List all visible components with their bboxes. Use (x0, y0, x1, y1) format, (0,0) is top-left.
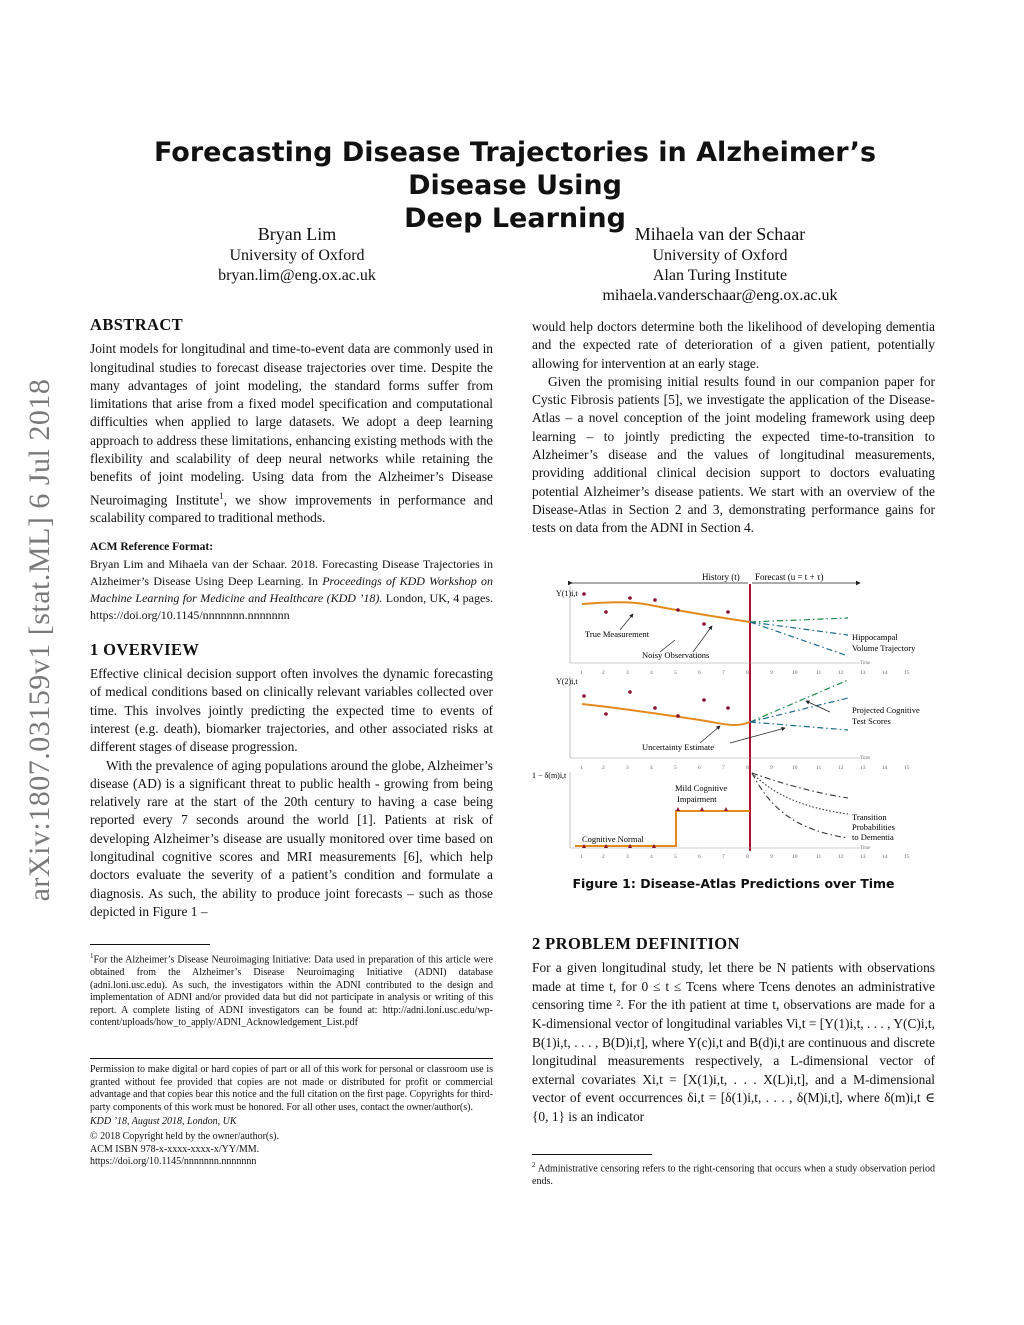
svg-text:6: 6 (698, 854, 701, 860)
svg-text:4: 4 (650, 854, 653, 860)
svg-text:8: 8 (746, 854, 749, 860)
problem-heading: 2 PROBLEM DEFINITION (532, 934, 740, 953)
svg-text:13: 13 (860, 854, 866, 860)
svg-text:5: 5 (674, 765, 677, 771)
author-name: Mihaela van der Schaar (634, 224, 806, 244)
figure-1-svg (530, 568, 940, 868)
panel2-ylabel: Y(2)i,t (556, 677, 578, 686)
figure-caption: Figure 1: Disease-Atlas Predictions over Time (572, 876, 895, 891)
author-email: bryan.lim@eng.ox.ac.uk (218, 267, 376, 284)
svg-text:8: 8 (746, 765, 749, 771)
svg-text:5: 5 (674, 854, 677, 860)
footnote-rule-1 (90, 944, 493, 945)
figure-1 (530, 568, 940, 868)
problem-text: For a given longitudinal study, let there be N patients with observations made at time t, for 0 ≤ t ≤ Tcens where Tcens denotes an administrative censoring time ². For the ith patient at time t, observations are made for a K-dimensional vector of longitudinal variables Vi,t = [Y(1)i,t, . . . , Y(C)i,t, B(1)i,t, . . . , B(D)i,t], where Y(c)i,t and B(d)i,t are continuous and discrete longitudinal measurements respectively, a L-dimensional vector of external covariates Xi,t = [X(1)i,t, . . . X(L)i,t], and a M-dimensional vector of event occurrences δi,t = [δ(1)i,t, . . . , δ(M)i,t], where δ(m)i,t ∈ {0, 1} is an indicator (532, 960, 935, 1125)
svg-text:2: 2 (602, 670, 605, 676)
author-affiliation: University of Oxford (652, 247, 788, 264)
hippocampal-label-2: Volume Trajectory (852, 643, 916, 653)
svg-text:2: 2 (602, 854, 605, 860)
svg-text:9: 9 (770, 854, 773, 860)
svg-text:10: 10 (792, 765, 798, 771)
noisy-observations-label: Noisy Observations (642, 650, 710, 660)
svg-text:13: 13 (860, 765, 866, 771)
acm-reference: ACM Reference Format: Bryan Lim and Mihaela van der Schaar. 2018. Forecasting Disease Trajectories in Alzheimer’s Disease Using Deep Learning. In Proceedings of KDD Workshop on Machine Learning for Medicine and Healthcare (KDD ’18). London, UK, 4 pages. https://doi.org/10.1145/nnnnnnn.nnnnnnn (90, 540, 494, 622)
svg-text:1: 1 (580, 765, 583, 771)
svg-text:11: 11 (816, 854, 822, 860)
copyright: © 2018 Copyright held by the owner/author(s). (90, 1130, 279, 1142)
permission-rule (90, 1058, 493, 1059)
uncertainty-label: Uncertainty Estimate (642, 742, 714, 752)
arxiv-id: arXiv:1807.03159v1 [stat.ML] 6 Jul 2018 (23, 378, 56, 902)
author-affiliation: University of Oxford (229, 247, 365, 264)
author-block-2 (570, 222, 870, 306)
panel3-ylabel: 1 − δ(m)i,t (532, 771, 567, 780)
doi: https://doi.org/10.1145/nnnnnnn.nnnnnnn (90, 1156, 257, 1168)
svg-text:15: 15 (904, 670, 910, 676)
svg-text:12: 12 (838, 854, 844, 860)
abstract-heading: ABSTRACT (90, 315, 184, 334)
paper-title (90, 136, 940, 235)
svg-text:14: 14 (882, 854, 888, 860)
svg-text:7: 7 (722, 670, 725, 676)
svg-text:13: 13 (860, 670, 866, 676)
transition-label-1: Transition (852, 812, 887, 822)
title-line-1: Forecasting Disease Trajectories in Alzheimer’s Disease Using (153, 137, 877, 201)
history-label: History (t) (702, 572, 740, 582)
svg-text:15: 15 (904, 765, 910, 771)
author-block-1 (162, 222, 432, 286)
svg-text:1: 1 (580, 854, 583, 860)
svg-text:3: 3 (626, 765, 629, 771)
svg-text:12: 12 (838, 765, 844, 771)
problem-section (532, 935, 935, 1127)
footnote-1: $^1$For the Alzheimer’s Disease Neuroimaging Initiative: Data used in preparation of this article were obtained from the Alzheimer’s Disease Neuroimaging Initiative (ADNI) database (adni.loni.usc.edu). As such, the investigators within the ADNI contributed to the design and implementation of ADNI and/or provided data but did not participate in analysis or writing of this report. A complete listing of ADNI investigators can be found at: http://adni.loni.usc.edu/wp-content/uploads/how_to_apply/ADNI_Acknowledgement_List.pdf (90, 952, 493, 1029)
abstract-text: Joint models for longitudinal and time-to-event data are commonly used in longitudinal studies to forecast disease trajectories over time. Despite the many advantages of joint modeling, the standard forms suffer from limitations that arise from a fixed model specification and computational difficulties when applied to large datasets. We adopt a deep learning approach to address these limitations, enhancing existing methods with the flexibility and scalability of deep neural networks while retaining the benefits of joint modeling. Using data from the Alzheimer’s Disease Neuroimaging Institute$^1$, we show improvements in performance and scalability compared to traditional methods. (90, 341, 493, 526)
author-email: mihaela.vanderschaar@eng.ox.ac.uk (602, 287, 838, 304)
footnote-rule-2 (532, 1154, 935, 1155)
svg-text:1: 1 (580, 670, 583, 676)
projected-label-2: Test Scores (852, 716, 891, 726)
svg-text:11: 11 (816, 765, 822, 771)
footnote-2: $^2$ Administrative censoring refers to the right-censoring that occurs when a study observation period ends. (532, 1161, 936, 1187)
panel2-ticks (580, 765, 910, 771)
svg-text:8: 8 (746, 670, 749, 676)
overview-heading: 1 OVERVIEW (90, 639, 200, 659)
svg-text:Time: Time (860, 846, 871, 851)
svg-text:14: 14 (882, 670, 888, 676)
svg-text:3: 3 (626, 670, 629, 676)
left-column (90, 316, 493, 921)
svg-text:3: 3 (626, 854, 629, 860)
true-measurement-label: True Measurement (585, 629, 650, 639)
svg-text:15: 15 (904, 854, 910, 860)
right-paragraph-2: Given the promising initial results found in our companion paper for Cystic Fibrosis patients [5], we investigate the application of the Disease-Atlas – a novel conception of the joint modeling framework using deep learning – to jointly predicting the expected time-to-transition to Alzheimer’s disease and the values of longitudinal measurements, providing additional clinical decision support to doctors evaluating potential Alzheimer’s disease patients. We start with an overview of the Disease-Atlas in Section 2 and 3, demonstrating performance gains for tests on data from the ADNI in Section 4. (532, 373, 935, 536)
right-column (532, 318, 935, 538)
svg-text:10: 10 (792, 670, 798, 676)
mci-label-1: Mild Cognitive (675, 783, 728, 793)
title-line-2: Deep Learning (404, 203, 626, 234)
transition-label-3: to Dementia (852, 832, 894, 842)
svg-text:5: 5 (674, 670, 677, 676)
svg-text:9: 9 (770, 670, 773, 676)
svg-text:4: 4 (650, 670, 653, 676)
acm-heading: ACM Reference Format: (90, 540, 214, 553)
panel1-observations (582, 592, 730, 626)
right-paragraph-1: would help doctors determine both the likelihood of developing dementia and the expected rate of deterioration of a given patient, potentially allowing for intervention at an early stage. (532, 319, 935, 371)
arxiv-stamp (14, 320, 66, 960)
svg-text:7: 7 (722, 765, 725, 771)
svg-text:Time: Time (860, 756, 871, 761)
svg-text:12: 12 (838, 670, 844, 676)
author-name: Bryan Lim (257, 224, 337, 244)
svg-text:6: 6 (698, 765, 701, 771)
svg-text:6: 6 (698, 670, 701, 676)
author-affiliation-2: Alan Turing Institute (652, 267, 788, 284)
overview-paragraph-2: With the prevalence of aging populations around the globe, Alzheimer’s disease (AD) is a significant threat to public health - growing from being relatively rare at the start of the 20th century to having a case being reported every 7 seconds around the world [1]. Patients at risk of developing Alzheimer’s disease are usually monitored over time based on longitudinal cognitive scores and MRI measurements [6], which help doctors evaluate the severity of a patient’s condition and formulate a diagnosis. As such, the ability to produce joint forecasts – such as those depicted in Figure 1 – (90, 757, 493, 919)
permission-block (90, 1064, 493, 1169)
hippocampal-label-1: Hippocampal (852, 632, 898, 642)
panel1-ylabel: Y(1)i,t (556, 589, 578, 598)
panel3-ticks (580, 854, 910, 860)
transition-label-2: Probabilities (852, 822, 895, 832)
footnote-mark-1: 1 (219, 490, 224, 501)
venue: KDD ’18, August 2018, London, UK (90, 1116, 237, 1128)
svg-text:14: 14 (882, 765, 888, 771)
svg-text:7: 7 (722, 854, 725, 860)
panel1-ticks (580, 670, 910, 676)
svg-text:11: 11 (816, 670, 822, 676)
svg-text:Time: Time (860, 661, 871, 666)
mci-label-2: Impairment (677, 794, 717, 804)
svg-text:9: 9 (770, 765, 773, 771)
svg-text:2: 2 (602, 765, 605, 771)
forecast-label: Forecast (u = t + τ) (755, 572, 824, 582)
cognitive-normal-label: Cognitive Normal (582, 834, 644, 844)
svg-text:4: 4 (650, 765, 653, 771)
svg-text:10: 10 (792, 854, 798, 860)
projected-label-1: Projected Cognitive (852, 705, 920, 715)
isbn: ACM ISBN 978-x-xxxx-xxxx-x/YY/MM. (90, 1143, 260, 1155)
overview-paragraph-1: Effective clinical decision support often involves the dynamic forecasting of medical conditions based on clinically relevant variables collected over time. This involves jointly predicting the expected time to events of interest (e.g. death), biomarker trajectories, and other associated risks at different stages of disease progression. (90, 666, 493, 755)
permission-text: Permission to make digital or hard copies of part or all of this work for personal or classroom use is granted without fee provided that copies are not made or distributed for profit or commercial advantage and that copies bear this notice and the full citation on the first page. Copyrights for third-party components of this work must be honored. For all other uses, contact the owner/author(s). (90, 1064, 493, 1113)
